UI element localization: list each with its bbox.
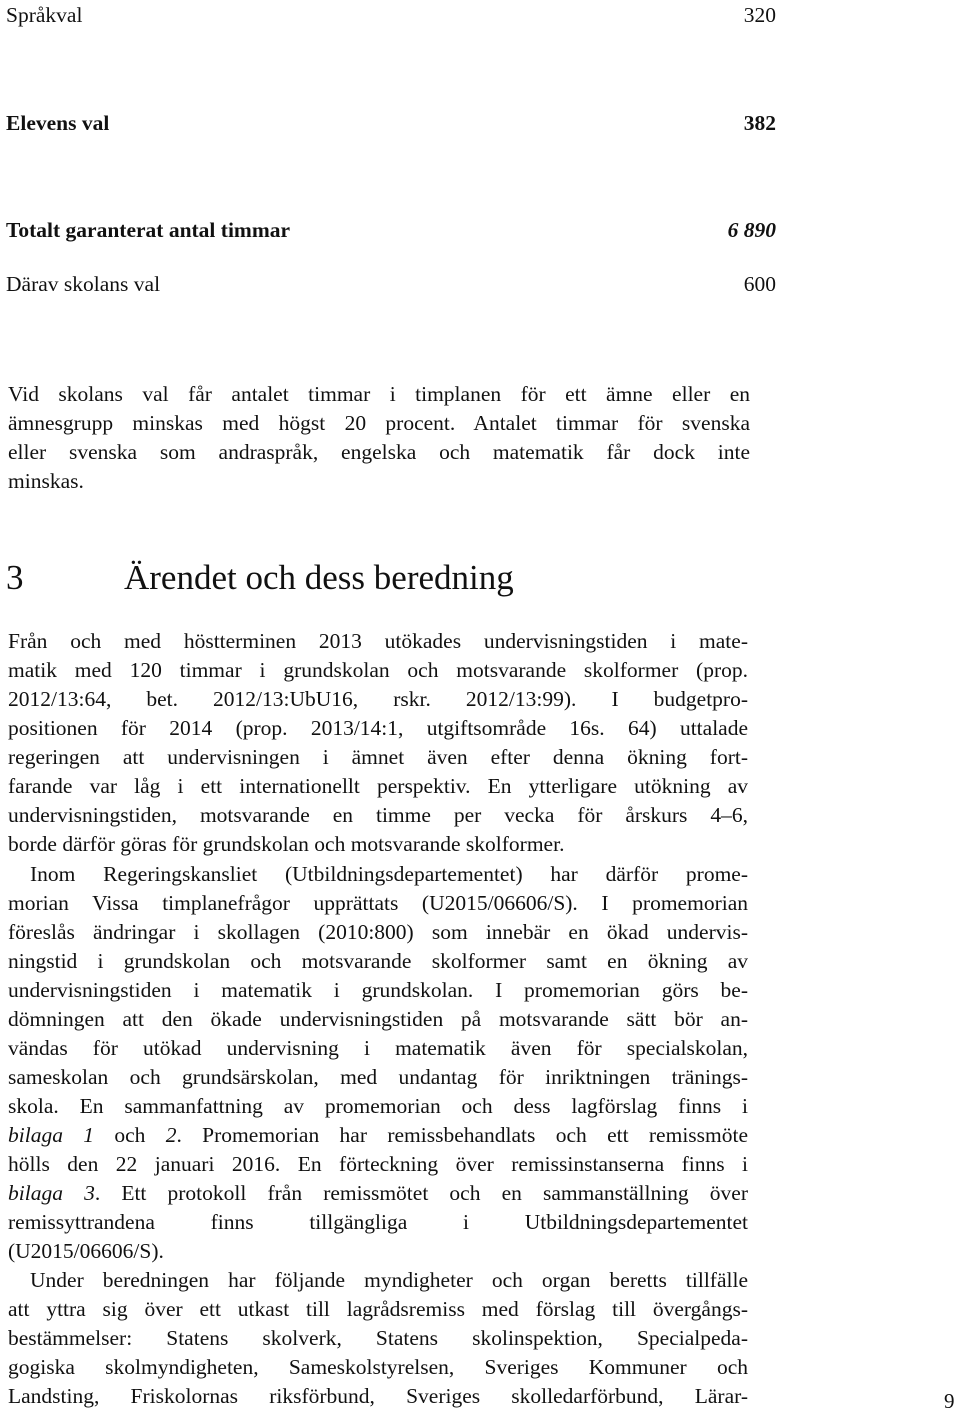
- text-line: ämnesgrupp minskas med högst 20 procent. Antalet timmar för svenska: [8, 411, 750, 435]
- text-line: föreslås ändringar i skollagen (2010:800) som innebär en ökad undervis-: [8, 920, 748, 944]
- row-label: Därav skolans val: [6, 272, 161, 296]
- text-line: Inom Regeringskansliet (Utbildningsdepartementet) har därför prome-: [30, 862, 748, 886]
- text-line: farande var låg i ett internationellt perspektiv. En ytterligare utökning av: [8, 774, 748, 798]
- row-label: Totalt garanterat antal timmar: [6, 218, 291, 242]
- row-label: Elevens val: [6, 111, 110, 135]
- text-line: 2012/13:64, bet. 2012/13:UbU16, rskr. 2012/13:99). I budgetpro-: [8, 687, 748, 711]
- bilaga-1-reference: bilaga 1: [8, 1123, 95, 1147]
- text-line: Från och med höstterminen 2013 utökades undervisningstiden i mate-: [8, 629, 748, 653]
- text-line: matik med 120 timmar i grundskolan och motsvarande skolformer (prop.: [8, 658, 748, 682]
- text-line: positionen för 2014 (prop. 2013/14:1, utgiftsområde 16s. 64) uttalade: [8, 716, 748, 740]
- text-line: Under beredningen har följande myndigheter och organ beretts tillfälle: [30, 1268, 748, 1292]
- text-line: remissyttrandena finns tillgängliga i Utbildningsdepartementet: [8, 1210, 748, 1234]
- section-number: 3: [6, 558, 24, 597]
- paragraph-1: [8, 627, 748, 859]
- text-line: (U2015/06606/S).: [8, 1239, 164, 1263]
- text-line: sameskolan och grundsärskolan, med undantag för inriktningen tränings-: [8, 1065, 748, 1089]
- text-line: Landsting, Friskolornas riksförbund, Sveriges skolledarförbund, Lärar-: [8, 1384, 748, 1408]
- intro-paragraph: [8, 380, 750, 496]
- paragraph-3: [8, 1266, 748, 1411]
- text-line: dömningen att den ökade undervisningstiden på motsvarande sätt bör an-: [8, 1007, 748, 1031]
- text-fragment: . Promemorian har remissbehandlats och ett remissmöte: [176, 1123, 749, 1147]
- text-fragment: . Ett protokoll från remissmötet och en sammanställning över: [94, 1181, 749, 1205]
- bilaga-2-reference: 2: [165, 1123, 177, 1147]
- text-line: [8, 1121, 748, 1150]
- table-row-skolans-val: [6, 270, 776, 298]
- text-line: vändas för utökad undervisning i matematik även för specialskolan,: [8, 1036, 748, 1060]
- text-line: morian Vissa timplanefrågor upprättats (U2015/06606/S). I promemorian: [8, 891, 748, 915]
- text-line: borde därför göras för grundskolan och motsvarande skolformer.: [8, 832, 565, 856]
- row-value: 320: [743, 3, 776, 27]
- text-line: minskas.: [8, 469, 84, 493]
- paragraph-2: [8, 860, 748, 1266]
- table-row-sprakval: [6, 1, 776, 29]
- table-row-totalt: [6, 216, 776, 244]
- bilaga-3-reference: bilaga 3: [8, 1181, 95, 1205]
- text-line: [8, 1179, 748, 1208]
- text-fragment: och: [94, 1123, 166, 1147]
- page-number: 9: [944, 1389, 955, 1413]
- text-line: att yttra sig över ett utkast till lagrådsremiss med förslag till övergångs-: [8, 1297, 748, 1321]
- text-line: ningstid i grundskolan och motsvarande skolformer samt en ökning av: [8, 949, 748, 973]
- row-value: 600: [743, 272, 776, 296]
- text-line: gogiska skolmyndigheten, Sameskolstyrelsen, Sveriges Kommuner och: [8, 1355, 748, 1379]
- text-line: Vid skolans val får antalet timmar i timplanen för ett ämne eller en: [8, 382, 750, 406]
- text-line: bestämmelser: Statens skolverk, Statens skolinspektion, Specialpeda-: [8, 1326, 748, 1350]
- section-title: Ärendet och dess beredning: [124, 558, 514, 597]
- text-line: hölls den 22 januari 2016. En förteckning över remissinstanserna finns i: [8, 1152, 748, 1176]
- text-line: eller svenska som andraspråk, engelska och matematik får dock inte: [8, 440, 750, 464]
- row-value: 382: [743, 111, 776, 135]
- row-label: Språkval: [6, 3, 83, 27]
- text-line: undervisningstiden, motsvarande en timme per vecka för årskurs 4–6,: [8, 803, 748, 827]
- row-value: 6 890: [727, 218, 776, 242]
- text-line: skola. En sammanfattning av promemorian och dess lagförslag finns i: [8, 1094, 748, 1118]
- text-line: undervisningstiden i matematik i grundskolan. I promemorian görs be-: [8, 978, 748, 1002]
- text-line: regeringen att undervisningen i ämnet även efter denna ökning fort-: [8, 745, 748, 769]
- table-row-elevens-val: [6, 109, 776, 137]
- section-heading: [6, 556, 514, 600]
